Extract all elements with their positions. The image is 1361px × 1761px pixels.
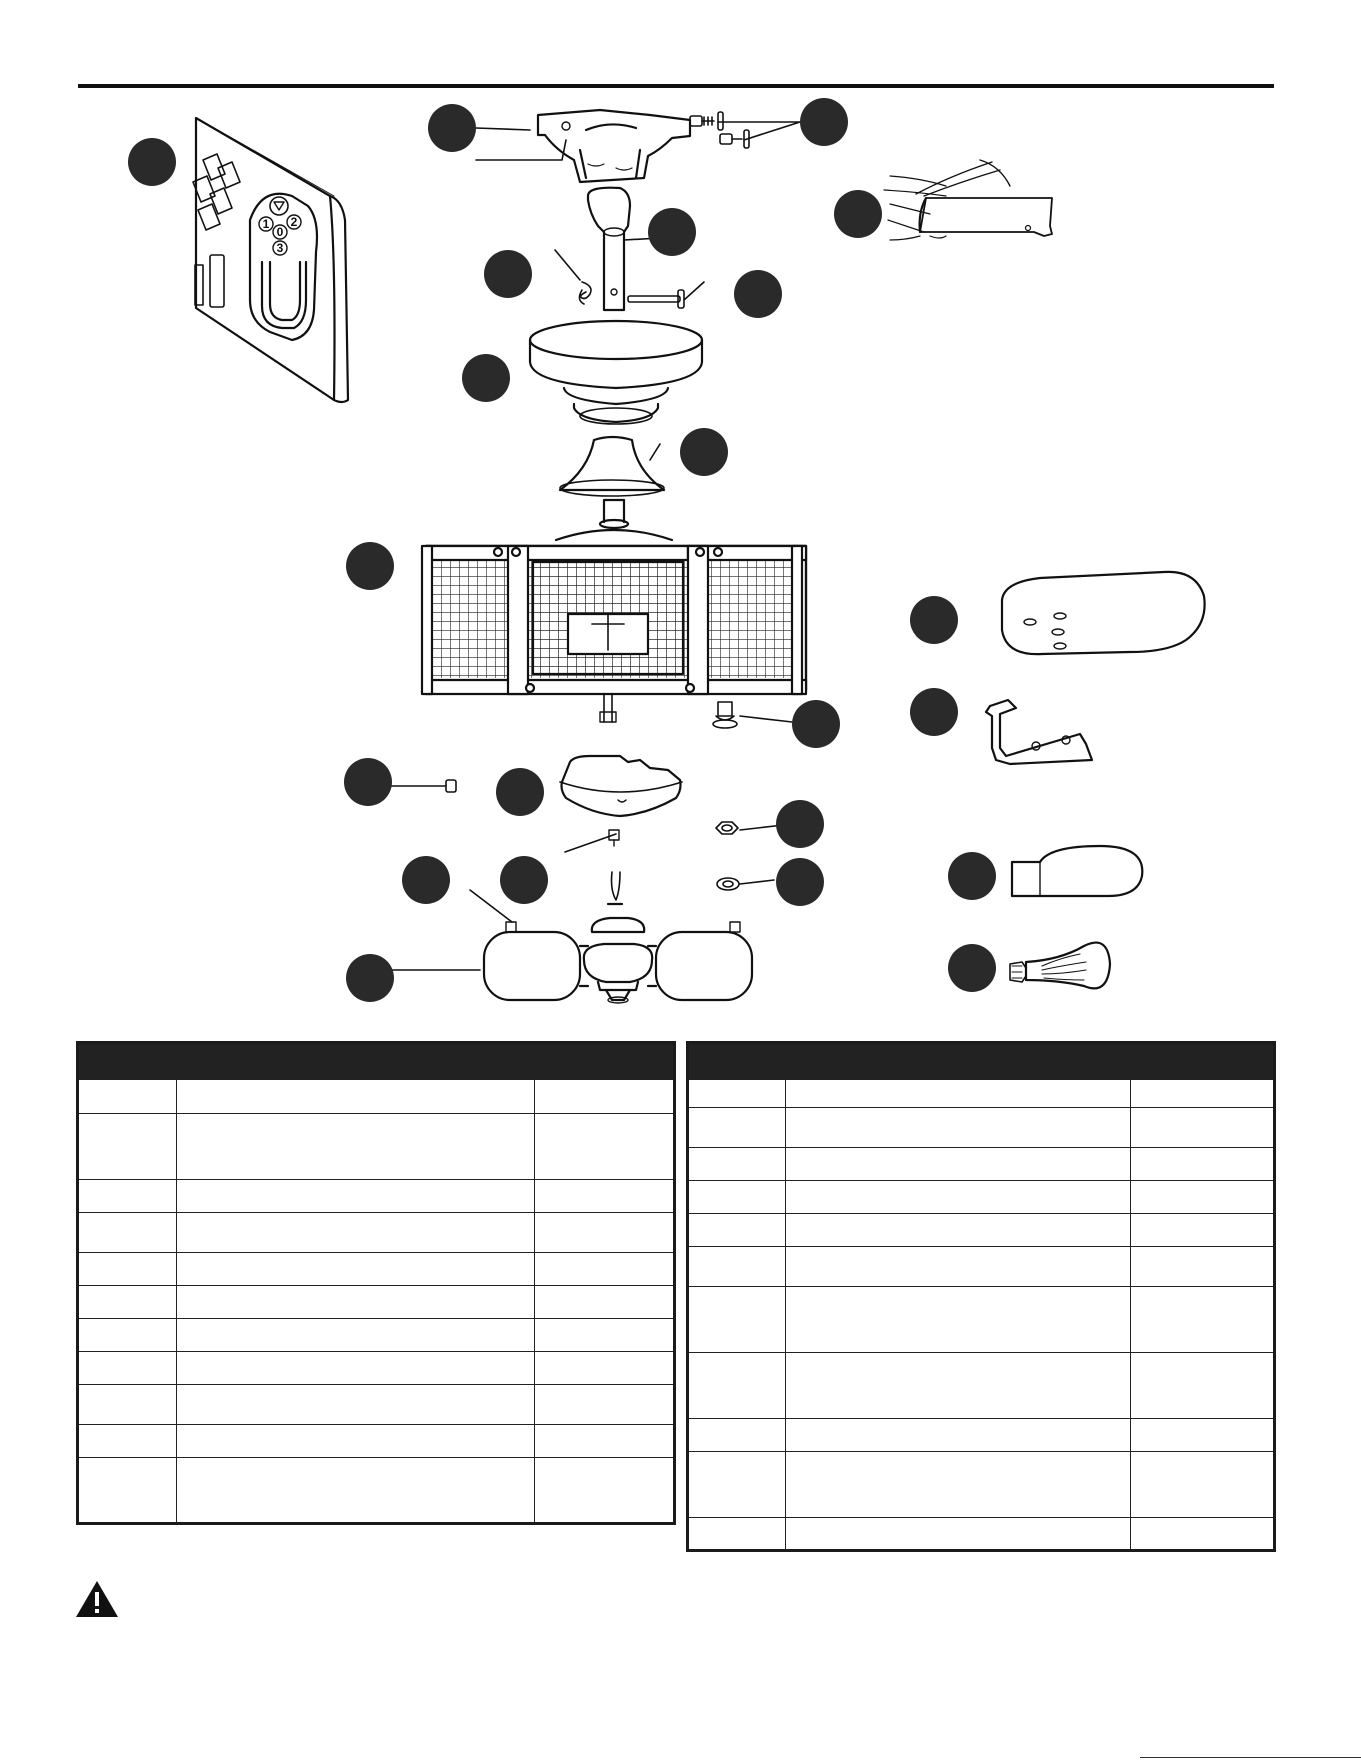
remote-button-3: 3 — [276, 241, 284, 255]
table-row — [79, 1384, 673, 1424]
table-row — [689, 1107, 1273, 1147]
remote-button-2: 2 — [290, 215, 298, 229]
callout-v — [948, 944, 996, 992]
column-divider — [176, 1080, 177, 1522]
table-row — [689, 1418, 1273, 1451]
cotter-pin-illustration — [579, 282, 591, 304]
table-header — [79, 1044, 673, 1080]
lamp-holder-screw-illustration — [609, 830, 619, 846]
table-row — [79, 1113, 673, 1179]
column-divider — [1130, 1080, 1131, 1549]
cage-screw-illustration — [713, 702, 737, 728]
table-header — [689, 1044, 1273, 1080]
blade-arm-illustration — [986, 700, 1092, 764]
hanger-pin-illustration — [628, 290, 684, 308]
table-row — [79, 1457, 673, 1523]
table-row — [689, 1352, 1273, 1418]
table-row — [79, 1179, 673, 1212]
downrod-illustration — [588, 188, 630, 310]
canopy-illustration — [530, 321, 702, 424]
blade-illustration — [1002, 572, 1205, 654]
callout-f — [484, 250, 532, 298]
motor-cage-illustration — [422, 500, 806, 722]
wire-nuts-icon — [193, 154, 240, 230]
table-row — [689, 1246, 1273, 1286]
bracket-screws-illustration — [690, 112, 749, 148]
coupling-cover-illustration — [560, 437, 664, 496]
callout-j — [346, 542, 394, 590]
parts-table-right — [686, 1041, 1276, 1552]
remote-button-0: 0 — [276, 225, 284, 239]
callout-a — [128, 138, 176, 186]
table-row — [689, 1213, 1273, 1246]
callout-q — [402, 856, 450, 904]
table-row — [689, 1147, 1273, 1180]
light-bulb-illustration — [1010, 943, 1110, 989]
footer-rule — [1140, 1757, 1361, 1758]
table-row — [689, 1080, 1273, 1107]
table-row — [689, 1180, 1273, 1213]
callout-t — [948, 852, 996, 900]
callout-k — [910, 596, 958, 644]
table-row — [689, 1286, 1273, 1352]
table-row — [79, 1318, 673, 1351]
battery-icon — [195, 255, 224, 307]
callout-i — [680, 428, 728, 476]
callout-h — [462, 354, 510, 402]
table-row — [79, 1252, 673, 1285]
callout-c — [800, 98, 848, 146]
mounting-bracket-illustration — [538, 110, 690, 182]
callout-r — [500, 856, 548, 904]
receiver-illustration — [884, 160, 1052, 240]
callout-o — [496, 768, 544, 816]
callout-e — [648, 208, 696, 256]
callout-m — [792, 700, 840, 748]
table-row — [79, 1212, 673, 1252]
table-row — [79, 1285, 673, 1318]
column-divider — [534, 1080, 535, 1522]
callout-u — [346, 954, 394, 1002]
callout-l — [910, 688, 958, 736]
callout-b — [428, 104, 476, 152]
hardware-bag-illustration — [193, 118, 348, 402]
callout-s — [776, 858, 824, 906]
table-row — [689, 1517, 1273, 1550]
glass-shade-illustration — [1012, 846, 1142, 896]
hex-nut-illustration — [716, 822, 738, 834]
lock-washer-illustration — [717, 878, 739, 890]
table-row — [79, 1080, 673, 1113]
table-row — [689, 1451, 1273, 1517]
table-row — [79, 1351, 673, 1384]
switch-housing-illustration — [560, 756, 682, 816]
warning-triangle-icon — [74, 1579, 120, 1619]
callout-g — [734, 270, 782, 318]
remote-control-icon — [250, 194, 317, 340]
column-divider — [785, 1080, 786, 1549]
switch-screw-illustration — [390, 780, 456, 792]
remote-button-1: 1 — [262, 217, 270, 231]
table-row — [79, 1424, 673, 1457]
parts-table-left — [76, 1041, 676, 1525]
callout-p — [776, 800, 824, 848]
callout-n — [344, 758, 392, 806]
callout-d — [834, 190, 882, 238]
